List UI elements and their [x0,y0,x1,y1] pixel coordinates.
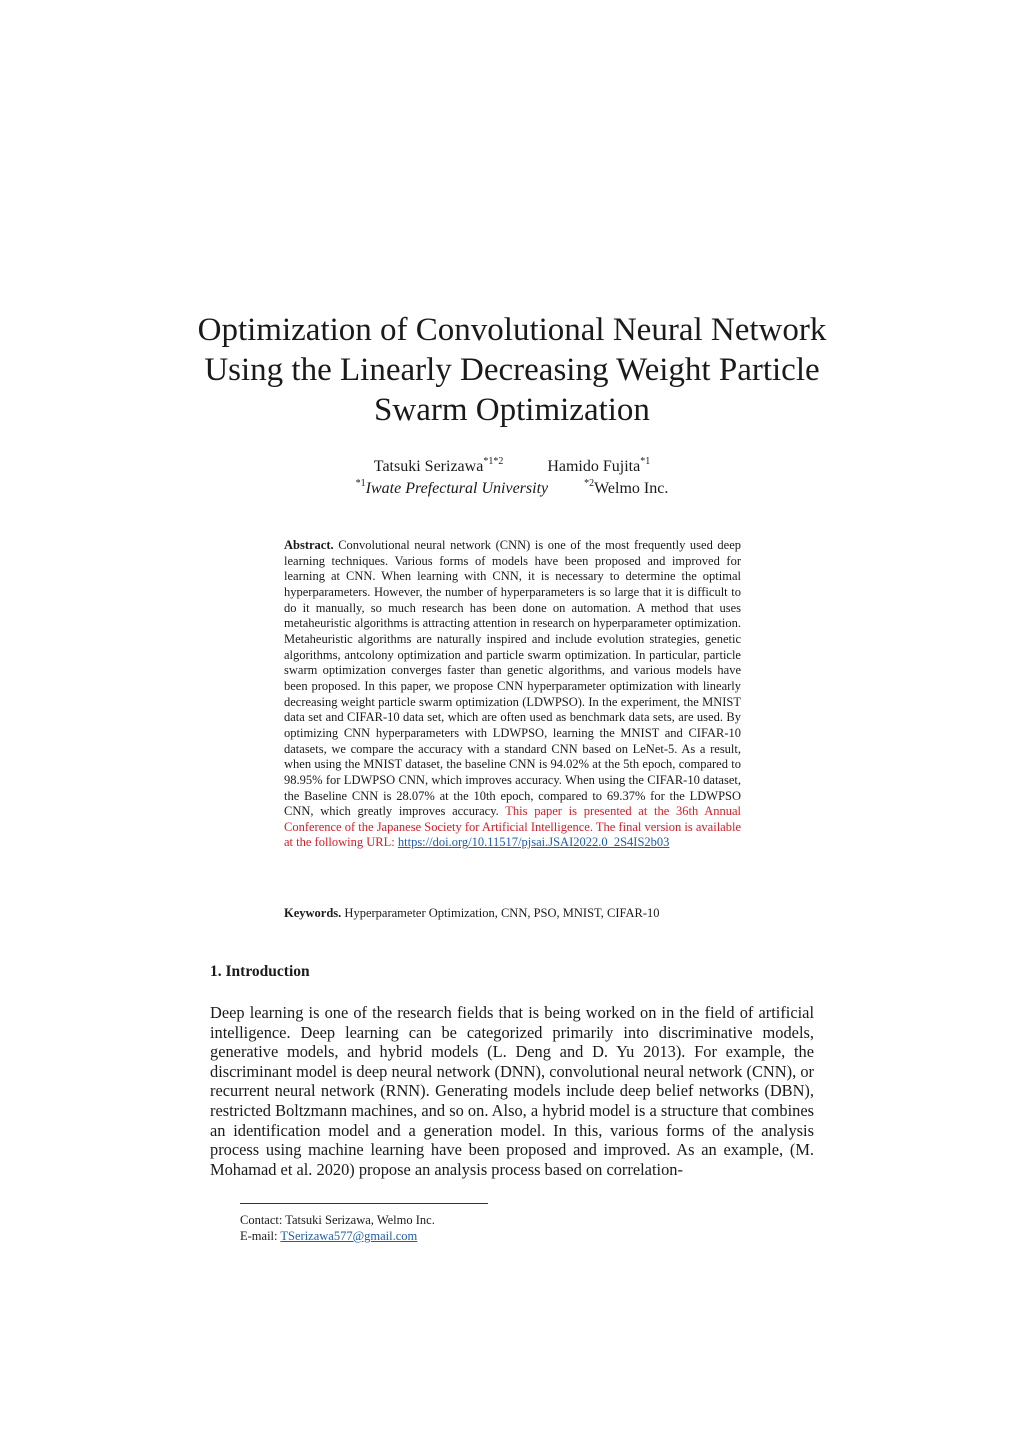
keywords [284,905,744,921]
author-affiliation-mark: *1*2 [483,456,504,467]
section-heading: 1. Introduction [210,963,310,980]
footnote [240,1212,435,1244]
doi-link[interactable]: https://doi.org/10.11517/pjsai.JSAI2022.0_2S4IS2b03 [397,835,670,850]
email-link[interactable]: TSerizawa577@gmail.com [280,1229,418,1243]
author-name: Tatsuki Serizawa [373,458,484,475]
author-name: Hamido Fujita [547,458,641,475]
footnote-email-label: E-mail: [240,1229,278,1243]
author-affiliation-mark: *1 [640,456,651,467]
footnote-divider [240,1203,488,1204]
keywords-label: Keywords. [284,906,342,920]
paper-title: Optimization of Convolutional Neural Network Using the Linearly Decreasing Weight Particle Swarm Optimization [197,312,827,428]
affiliation-mark: *1 [355,478,366,489]
introduction-paragraph: Deep learning is one of the research fields that is being worked on in the field of artificial intelligence. Deep learning can be categorized primarily into discriminative models, generative models, and hybrid models (L. Deng and D. Yu 2013). For example, the discriminant model is deep neural network (DNN), convolutional neural network (CNN), or recurrent neural network (RNN). Generating models include deep belief networks (DBN), restricted Boltzmann machines, and so on. Also, a hybrid model is a structure that combines an identification model and a generation model. In this, various forms of the analysis process using machine learning have been proposed and improved. As an example, (M. Mohamad et al. 2020) propose an analysis process based on correlation- [210,1003,814,1179]
affiliation-line [0,478,1024,500]
abstract [284,538,741,851]
author-line [0,456,1024,478]
footnote-contact: Contact: Tatsuki Serizawa, Welmo Inc. [240,1213,435,1227]
affiliation-name: Iwate Prefectural University [365,480,549,497]
affiliation-mark: *2 [584,478,595,489]
footnote-email-line [240,1228,435,1244]
conference-note: This paper is presented at the 36th Annual Conference of the Japanese Society for Artificial Intelligence. The final version is available at the following URL: [284,804,741,850]
abstract-label: Abstract. [284,538,334,552]
keywords-text: Hyperparameter Optimization, CNN, PSO, MNIST, CIFAR-10 [344,906,660,920]
abstract-text: Convolutional neural network (CNN) is one of the most frequently used deep learning techniques. Various forms of models have been proposed and improved for learning at CNN. When learning with CNN, it is necessary to determine the optimal hyperparameters. However, the number of hyperparameters is so large that it is difficult to do it manually, so much research has been done on automation. A method that uses metaheuristic algorithms is attracting attention in research on hyperparameter optimization. Metaheuristic algorithms are naturally inspired and include evolution strategies, genetic algorithms, antcolony optimization and particle swarm optimization. In particular, particle swarm optimization converges faster than genetic algorithms, and various models have been proposed. In this paper, we propose CNN hyperparameter optimization with linearly decreasing weight particle swarm optimization (LDWPSO). In the experiment, the MNIST data set and CIFAR-10 data set, which are often used as benchmark data sets, are used. By optimizing CNN hyperparameters with LDWPSO, learning the MNIST and CIFAR-10 datasets, we compare the accuracy with a standard CNN based on LeNet-5. As a result, when using the MNIST dataset, the baseline CNN is 94.02% at the 5th epoch, compared to 98.95% for LDWPSO CNN, which improves accuracy. When using the CIFAR-10 dataset, the Baseline CNN is 28.07% at the 10th epoch, compared to 69.37% for the LDWPSO CNN, which greatly improves accuracy. [284,538,741,819]
affiliation-name: Welmo Inc. [594,480,669,497]
